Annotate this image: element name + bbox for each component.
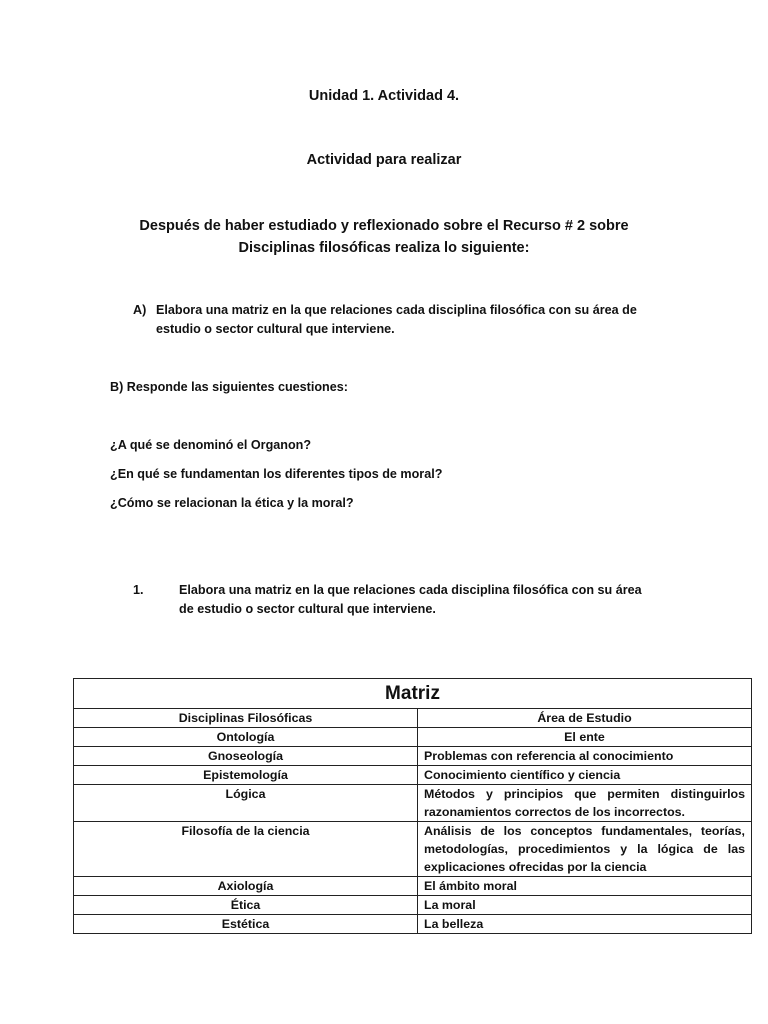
item-1-text [179, 581, 679, 619]
study-area-cell: La moral [418, 896, 752, 915]
item-a-marker: A) [133, 303, 147, 317]
item-a-line-2: estudio o sector cultural que interviene. [156, 322, 395, 336]
table-row [74, 877, 752, 896]
table-row [74, 896, 752, 915]
question-1: ¿A qué se denominó el Organon? [110, 438, 312, 452]
intro-line-1: Después de haber estudiado y reflexionado sobre el Recurso # 2 sobre [139, 218, 629, 234]
matrix-title: Matriz [74, 679, 752, 709]
matrix-table [73, 678, 752, 934]
matrix-header-row [74, 709, 752, 728]
discipline-cell: Lógica [74, 785, 418, 822]
header-disciplines: Disciplinas Filosóficas [74, 709, 418, 728]
item-a-line-1: Elabora una matriz en la que relaciones cada disciplina filosófica con su área de [156, 303, 637, 317]
study-area-cell: Análisis de los conceptos fundamentales, teorías, metodologías, procedimientos y la lógica de las explicaciones ofrecidas por la ciencia [418, 822, 752, 877]
intro-line-2: Disciplinas filosóficas realiza lo siguiente: [238, 240, 530, 256]
discipline-cell: Axiología [74, 877, 418, 896]
study-area-cell: Conocimiento científico y ciencia [418, 766, 752, 785]
discipline-cell: Ontología [74, 728, 418, 747]
item-1-line-1: Elabora una matriz en la que relaciones cada disciplina filosófica con su área [179, 583, 642, 597]
item-b: B) Responde las siguientes cuestiones: [110, 380, 348, 394]
item-1-marker: 1. [133, 583, 144, 597]
discipline-cell: Ética [74, 896, 418, 915]
study-area-cell: Métodos y principios que permiten distinguirlos razonamientos correctos de los incorrectos. [418, 785, 752, 822]
header-study-area: Área de Estudio [418, 709, 752, 728]
discipline-cell: Epistemología [74, 766, 418, 785]
question-3: ¿Cómo se relacionan la ética y la moral? [110, 496, 354, 510]
table-row [74, 915, 752, 934]
question-2: ¿En qué se fundamentan los diferentes tipos de moral? [110, 467, 443, 481]
discipline-cell: Gnoseología [74, 747, 418, 766]
study-area-cell: Problemas con referencia al conocimiento [418, 747, 752, 766]
discipline-cell: Estética [74, 915, 418, 934]
item-a-text [156, 301, 686, 339]
study-area-cell: El ente [418, 728, 752, 747]
study-area-cell: El ámbito moral [418, 877, 752, 896]
item-1-line-2: de estudio o sector cultural que interviene. [179, 602, 436, 616]
discipline-cell: Filosofía de la ciencia [74, 822, 418, 877]
activity-title: Actividad para realizar [306, 152, 462, 168]
table-row [74, 822, 752, 877]
intro-paragraph [0, 215, 768, 259]
matrix-title-row [74, 679, 752, 709]
study-area-cell: La belleza [418, 915, 752, 934]
table-row [74, 728, 752, 747]
unit-title: Unidad 1. Actividad 4. [308, 88, 460, 104]
table-row [74, 747, 752, 766]
table-row [74, 766, 752, 785]
table-row [74, 785, 752, 822]
